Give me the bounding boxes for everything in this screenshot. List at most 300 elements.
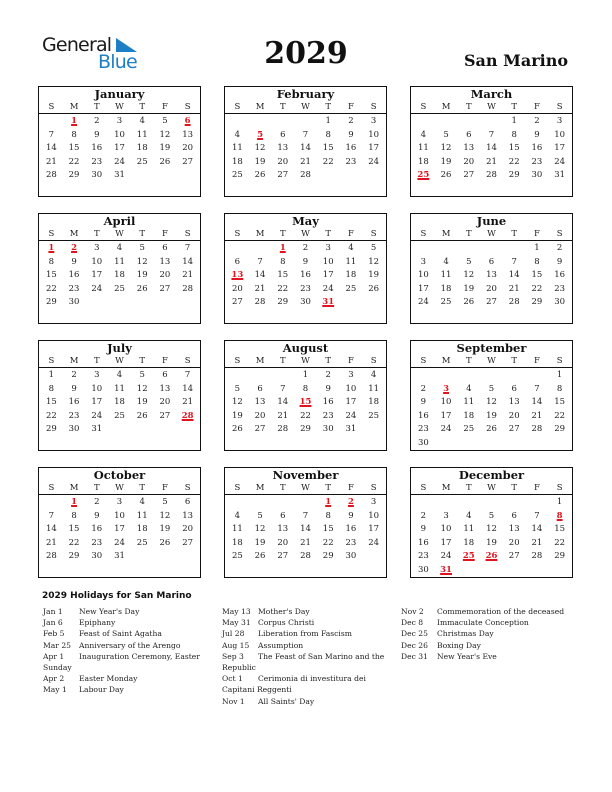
day-cell: 10 — [114, 510, 125, 521]
day-cell: 9 — [71, 383, 77, 394]
day-cell: 18 — [368, 397, 380, 408]
day-cell: 19 — [136, 270, 148, 281]
day-cell: 29 — [554, 424, 566, 435]
month-name: October — [93, 468, 146, 482]
holiday-name: Cerimonia di investitura dei — [258, 674, 366, 684]
day-cell: 10 — [345, 383, 357, 394]
month-name: March — [470, 87, 513, 101]
day-cell: 16 — [68, 397, 80, 408]
day-cell: 11 — [136, 129, 148, 140]
day-cell: 27 — [277, 551, 289, 562]
day-cell: 25 — [345, 283, 357, 294]
day-cell: 5 — [443, 129, 449, 140]
empty-cell — [412, 115, 435, 129]
day-cell: 4 — [139, 497, 145, 507]
day-cell: 8 — [71, 129, 77, 140]
day-cell: 3 — [116, 116, 123, 126]
day-cell: 22 — [68, 156, 80, 167]
weekday-label: S — [48, 229, 55, 239]
day-cell: 3 — [94, 370, 100, 380]
day-cell: 20 — [277, 537, 289, 548]
weekday-label: T — [511, 483, 518, 493]
weekday-label: M — [441, 356, 451, 366]
day-cell: 22 — [300, 410, 311, 421]
day-cell: 22 — [68, 537, 80, 548]
day-cell: 19 — [159, 524, 171, 535]
day-cell: 4 — [139, 116, 145, 126]
day-cell: 14 — [300, 524, 311, 535]
weekday-label: S — [48, 102, 55, 112]
day-cell: 12 — [368, 256, 380, 267]
day-cell: 28 — [45, 551, 57, 562]
weekday-label: F — [161, 356, 168, 366]
day-cell: 6 — [162, 243, 168, 253]
day-cell: 25 — [368, 410, 380, 421]
day-cell: 7 — [534, 510, 540, 521]
day-grid — [411, 495, 572, 578]
day-cell-holiday: 1 — [71, 497, 78, 507]
day-cell: 18 — [136, 143, 148, 154]
day-cell: 24 — [114, 537, 125, 548]
empty-cell — [226, 115, 249, 129]
day-cell-holiday: 1 — [71, 116, 78, 126]
day-cell: 3 — [94, 243, 100, 253]
day-cell: 29 — [322, 551, 334, 562]
day-cell: 21 — [182, 270, 194, 281]
day-cell: 3 — [443, 510, 449, 521]
empty-cell — [526, 369, 549, 383]
day-cell: 22 — [554, 537, 566, 548]
day-cell: 9 — [302, 256, 309, 267]
month-august — [224, 340, 387, 451]
day-cell: 12 — [486, 524, 497, 535]
day-cell: 7 — [184, 243, 191, 253]
holiday-date: May 31 — [222, 618, 251, 628]
day-cell: 15 — [322, 524, 334, 535]
empty-cell — [526, 496, 549, 510]
weekday-label: F — [161, 229, 168, 239]
weekday-label: M — [69, 356, 79, 366]
country-name: San Marino — [463, 51, 568, 70]
month-name: September — [456, 341, 527, 355]
holiday-date: Aug 15 — [222, 640, 250, 650]
holiday-entry — [43, 673, 203, 684]
weekday-label: T — [325, 483, 332, 493]
weekday-label: W — [301, 483, 310, 493]
weekday-header — [39, 482, 200, 495]
weekday-label: W — [301, 356, 310, 366]
day-cell-holiday: 1 — [48, 243, 55, 253]
day-cell: 25 — [440, 297, 452, 308]
day-cell: 28 — [254, 297, 266, 308]
weekday-label: F — [161, 483, 168, 493]
empty-cell — [40, 115, 63, 129]
day-cell: 25 — [136, 537, 148, 548]
day-cell: 2 — [71, 370, 77, 380]
month-name: November — [272, 468, 339, 482]
day-cell: 20 — [231, 283, 243, 294]
empty-cell — [271, 369, 294, 383]
day-cell: 28 — [182, 283, 194, 294]
day-cell: 24 — [368, 537, 380, 548]
day-cell: 22 — [45, 410, 57, 421]
day-cell: 14 — [277, 397, 289, 408]
day-cell: 20 — [159, 270, 171, 281]
day-cell: 9 — [325, 383, 331, 394]
day-cell: 10 — [91, 383, 103, 394]
day-cell: 3 — [348, 370, 354, 380]
empty-cell — [435, 242, 458, 256]
day-cell: 22 — [322, 537, 334, 548]
day-cell: 7 — [48, 129, 55, 140]
day-grid — [39, 368, 200, 437]
day-cell-holiday: 25 — [462, 551, 475, 562]
day-cell: 7 — [48, 510, 55, 521]
weekday-label: W — [301, 102, 310, 112]
weekday-label: S — [184, 102, 191, 112]
weekday-label: W — [115, 356, 124, 366]
weekday-header — [411, 482, 572, 495]
day-cell: 24 — [114, 156, 125, 167]
day-cell: 15 — [554, 524, 566, 535]
weekday-label: M — [69, 102, 79, 112]
day-cell: 31 — [114, 170, 125, 181]
empty-cell — [503, 496, 526, 510]
day-cell: 4 — [443, 256, 449, 267]
day-cell: 27 — [508, 551, 520, 562]
day-cell: 21 — [277, 410, 289, 421]
holiday-date: Dec 31 — [401, 651, 428, 661]
month-november — [224, 467, 387, 578]
day-cell: 17 — [345, 397, 357, 408]
weekday-label: S — [556, 102, 563, 112]
day-cell: 14 — [531, 397, 543, 408]
day-cell: 1 — [48, 370, 55, 380]
day-cell: 19 — [159, 143, 171, 154]
day-cell: 31 — [554, 170, 566, 181]
holiday-name: All Saints' Day — [258, 696, 315, 706]
weekday-label: W — [487, 229, 496, 239]
day-cell: 16 — [91, 143, 103, 154]
weekday-label: F — [347, 102, 354, 112]
holiday-name: Immaculate Conception — [437, 618, 529, 628]
day-cell: 6 — [280, 129, 286, 140]
day-cell: 26 — [136, 283, 148, 294]
day-cell: 28 — [300, 551, 311, 562]
day-cell: 17 — [322, 270, 334, 281]
empty-cell — [457, 496, 480, 510]
day-cell: 24 — [345, 410, 357, 421]
weekday-label: M — [255, 356, 265, 366]
holiday-date: Feb 5 — [43, 629, 65, 639]
day-cell: 28 — [531, 551, 543, 562]
day-cell: 14 — [486, 143, 497, 154]
day-cell: 2 — [420, 510, 427, 521]
day-cell: 12 — [463, 270, 475, 281]
weekday-label: W — [115, 229, 124, 239]
weekday-label: S — [184, 229, 191, 239]
day-cell: 13 — [182, 129, 194, 140]
weekday-label: W — [301, 229, 310, 239]
day-cell: 5 — [139, 370, 145, 380]
day-cell: 28 — [45, 170, 57, 181]
day-cell: 8 — [48, 256, 55, 267]
day-cell: 20 — [182, 524, 194, 535]
logo-text-general: General — [42, 34, 112, 56]
month-name: June — [476, 214, 507, 228]
weekday-label: F — [347, 229, 354, 239]
day-cell: 27 — [254, 424, 266, 435]
weekday-label: T — [279, 102, 286, 112]
holiday-entry — [401, 606, 576, 617]
month-january — [38, 86, 201, 197]
weekday-label: T — [511, 102, 518, 112]
weekday-label: W — [487, 102, 496, 112]
holiday-entry — [43, 684, 203, 695]
day-cell: 17 — [417, 283, 429, 294]
day-cell: 1 — [556, 497, 563, 507]
day-cell: 31 — [345, 424, 357, 435]
holiday-date: Jan 1 — [43, 607, 63, 616]
month-october — [38, 467, 201, 578]
weekday-label: T — [139, 102, 146, 112]
weekday-label: S — [556, 356, 563, 366]
day-cell: 15 — [68, 143, 80, 154]
day-cell: 20 — [486, 283, 497, 294]
day-cell: 14 — [531, 524, 543, 535]
day-cell: 25 — [114, 283, 125, 294]
holiday-entry — [401, 640, 576, 651]
day-cell: 27 — [277, 170, 289, 181]
day-cell: 3 — [325, 243, 331, 253]
day-cell-holiday: 26 — [485, 551, 498, 562]
day-cell: 18 — [440, 283, 452, 294]
day-cell: 10 — [368, 129, 380, 140]
weekday-label: F — [533, 102, 540, 112]
empty-cell — [226, 369, 249, 383]
day-cell: 30 — [345, 551, 357, 562]
day-cell: 16 — [345, 143, 357, 154]
weekday-label: T — [93, 229, 100, 239]
day-cell: 15 — [322, 143, 334, 154]
month-february — [224, 86, 387, 197]
day-cell: 2 — [94, 497, 100, 507]
day-cell: 8 — [280, 256, 286, 267]
day-cell: 30 — [554, 297, 566, 308]
day-cell-holiday: 31 — [322, 297, 335, 308]
day-cell: 12 — [486, 397, 497, 408]
day-cell: 23 — [417, 551, 429, 562]
weekday-label: T — [139, 229, 146, 239]
holiday-name: Epiphany — [79, 618, 116, 628]
day-cell: 8 — [511, 129, 517, 140]
day-cell: 4 — [234, 129, 241, 140]
day-cell: 11 — [463, 524, 475, 535]
weekday-label: M — [69, 483, 79, 493]
day-cell: 23 — [91, 156, 103, 167]
day-cell: 1 — [325, 116, 331, 126]
day-cell: 12 — [440, 143, 452, 154]
day-cell: 12 — [159, 510, 171, 521]
holiday-name: New Year's Day — [79, 607, 140, 616]
day-cell: 10 — [440, 397, 452, 408]
day-cell: 5 — [234, 383, 241, 394]
holiday-entry — [401, 617, 576, 628]
day-cell: 3 — [556, 116, 563, 126]
day-cell-holiday: 13 — [231, 270, 244, 281]
day-cell: 12 — [254, 143, 266, 154]
day-cell: 22 — [45, 283, 57, 294]
weekday-label: M — [255, 483, 265, 493]
weekday-header — [225, 482, 386, 495]
day-cell: 14 — [254, 270, 266, 281]
day-cell-holiday: 15 — [299, 397, 312, 408]
day-cell: 19 — [368, 270, 380, 281]
weekday-label: T — [279, 483, 286, 493]
day-cell: 23 — [554, 283, 566, 294]
empty-cell — [249, 369, 272, 383]
day-cell: 15 — [277, 270, 289, 281]
day-cell: 18 — [417, 156, 429, 167]
day-cell: 28 — [531, 424, 543, 435]
weekday-label: T — [139, 483, 146, 493]
empty-cell — [457, 369, 480, 383]
day-cell: 29 — [68, 551, 80, 562]
weekday-header — [39, 101, 200, 114]
day-cell: 8 — [48, 383, 55, 394]
weekday-label: S — [420, 356, 427, 366]
day-cell: 14 — [182, 383, 194, 394]
day-cell: 6 — [511, 383, 517, 394]
day-cell: 7 — [302, 129, 309, 140]
month-june — [410, 213, 573, 324]
empty-cell — [480, 496, 503, 510]
day-cell: 27 — [463, 170, 475, 181]
day-cell: 17 — [368, 524, 380, 535]
day-cell: 7 — [280, 383, 286, 394]
holiday-name: Corpus Christi — [258, 618, 315, 628]
day-cell: 16 — [417, 410, 429, 421]
day-cell: 26 — [231, 424, 243, 435]
day-cell-holiday: 28 — [181, 410, 194, 421]
day-cell: 6 — [184, 497, 191, 507]
day-cell: 16 — [531, 143, 543, 154]
day-cell: 11 — [114, 383, 125, 394]
day-cell: 21 — [531, 410, 543, 421]
day-cell: 18 — [231, 537, 243, 548]
holiday-date: Mar 25 — [43, 640, 72, 650]
day-cell-holiday: 25 — [417, 170, 430, 181]
day-cell: 1 — [534, 243, 540, 253]
day-cell: 5 — [257, 510, 263, 521]
day-cell: 14 — [45, 524, 57, 535]
day-cell: 16 — [300, 270, 311, 281]
weekday-label: T — [279, 356, 286, 366]
holiday-entry — [43, 628, 203, 639]
weekday-label: T — [465, 229, 472, 239]
day-cell: 27 — [508, 424, 520, 435]
day-cell: 6 — [280, 510, 286, 521]
day-cell: 29 — [68, 170, 80, 181]
day-cell: 23 — [68, 410, 80, 421]
day-cell: 29 — [300, 424, 311, 435]
holiday-entry — [401, 628, 576, 639]
day-cell: 13 — [508, 524, 520, 535]
day-cell: 9 — [420, 524, 427, 535]
day-cell: 9 — [94, 129, 100, 140]
day-cell: 17 — [91, 270, 103, 281]
day-cell: 23 — [345, 156, 357, 167]
day-cell: 21 — [182, 397, 194, 408]
day-cell: 2 — [348, 116, 354, 126]
day-cell: 23 — [417, 424, 429, 435]
day-cell: 21 — [45, 156, 57, 167]
day-cell: 26 — [486, 424, 497, 435]
day-cell: 2 — [325, 370, 331, 380]
day-grid — [411, 114, 572, 183]
weekday-label: M — [255, 102, 265, 112]
day-cell: 10 — [417, 270, 429, 281]
month-march — [410, 86, 573, 197]
empty-cell — [271, 115, 294, 129]
day-cell: 25 — [136, 156, 148, 167]
day-cell-holiday: 2 — [347, 497, 354, 507]
holidays-column-2 — [222, 606, 392, 707]
holiday-date: Oct 1 — [222, 674, 243, 684]
day-cell: 13 — [159, 256, 171, 267]
day-cell: 1 — [556, 370, 563, 380]
holiday-entry — [43, 640, 203, 651]
day-grid — [225, 495, 386, 564]
day-cell: 8 — [302, 383, 309, 394]
day-cell: 12 — [136, 256, 148, 267]
day-cell: 14 — [182, 256, 194, 267]
day-cell: 21 — [508, 283, 520, 294]
day-cell: 25 — [231, 551, 243, 562]
day-cell: 11 — [231, 524, 243, 535]
holiday-date: Apr 2 — [43, 674, 65, 684]
day-cell: 13 — [182, 510, 194, 521]
day-cell: 19 — [254, 537, 266, 548]
weekday-label: S — [556, 229, 563, 239]
day-cell: 16 — [68, 270, 80, 281]
day-cell: 4 — [348, 243, 354, 253]
day-cell: 19 — [463, 283, 475, 294]
weekday-label: S — [234, 102, 241, 112]
weekday-header — [411, 101, 572, 114]
day-cell: 10 — [368, 510, 380, 521]
day-cell: 18 — [231, 156, 243, 167]
weekday-label: W — [115, 483, 124, 493]
day-cell: 12 — [136, 383, 148, 394]
day-cell: 7 — [184, 370, 191, 380]
empty-cell — [412, 369, 435, 383]
day-cell: 7 — [488, 129, 495, 140]
day-cell: 11 — [231, 143, 243, 154]
day-cell: 30 — [322, 424, 334, 435]
weekday-label: S — [184, 483, 191, 493]
weekday-label: F — [347, 356, 354, 366]
day-grid — [411, 241, 572, 310]
holiday-date: Sep 3 — [222, 651, 244, 661]
holiday-entry — [43, 617, 203, 628]
day-cell: 12 — [254, 524, 266, 535]
day-grid — [39, 495, 200, 564]
month-name: August — [282, 341, 329, 355]
month-july — [38, 340, 201, 451]
day-cell: 27 — [159, 283, 171, 294]
day-cell: 13 — [463, 143, 475, 154]
